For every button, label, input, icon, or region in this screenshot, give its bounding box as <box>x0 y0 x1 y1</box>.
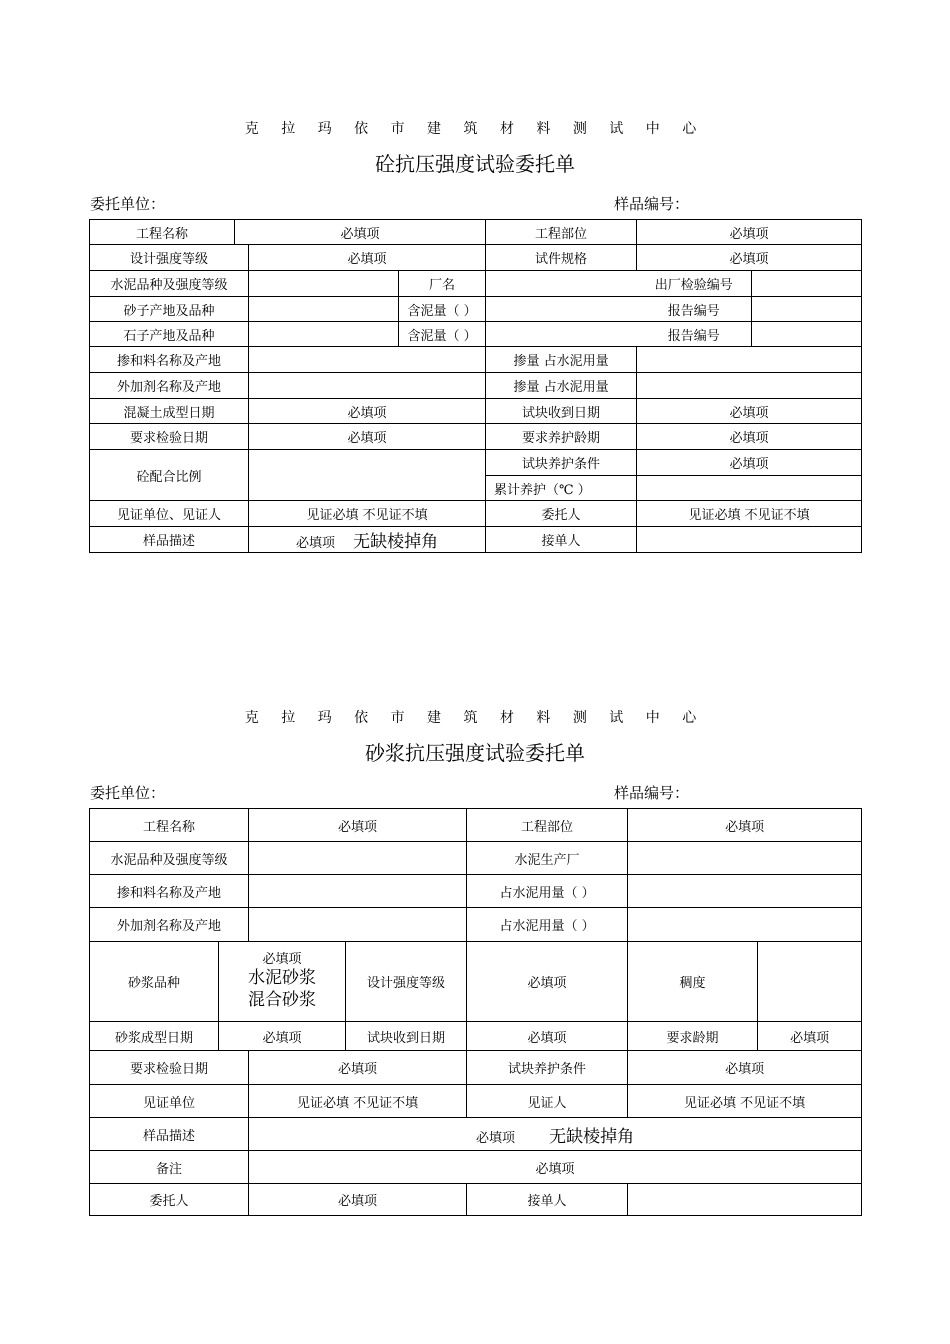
cell-label: 混凝土成型日期 <box>90 399 249 424</box>
cell-value[interactable] <box>637 347 862 373</box>
cell-value[interactable] <box>752 322 862 347</box>
table-row <box>90 1022 862 1051</box>
cell-value[interactable]: 必填项 <box>249 1151 862 1184</box>
cell-value[interactable]: 必填项 <box>637 450 862 476</box>
cell-value[interactable] <box>249 271 399 297</box>
form2-title: 砂浆抗压强度试验委托单 <box>365 741 585 765</box>
cell-label: 见证单位、见证人 <box>90 501 249 527</box>
cell-value[interactable] <box>628 875 862 908</box>
table-row <box>90 347 862 373</box>
cell-label: 要求检验日期 <box>90 424 249 450</box>
cell-value[interactable] <box>758 942 862 1022</box>
cell-label: 试块收到日期 <box>346 1022 467 1051</box>
cell-value[interactable]: 必填项 <box>235 220 486 245</box>
cell-value[interactable]: 必填项 <box>249 424 486 450</box>
cell-value[interactable]: 必填项 <box>637 399 862 424</box>
cell-label: 试块养护条件 <box>467 1051 628 1085</box>
cell-value[interactable] <box>249 842 467 875</box>
org-name: 克 拉 玛 依 市 建 筑 材 料 测 试 中 心 <box>244 121 706 137</box>
option-mixed-mortar[interactable]: 混合砂浆 <box>248 989 316 1010</box>
cell-label: 出厂检验编号 <box>637 271 752 297</box>
form1-table <box>89 219 862 553</box>
cell-label: 接单人 <box>467 1184 628 1216</box>
cell-label: 含泥量（ ） <box>399 297 486 322</box>
cell-value[interactable]: 必填项 <box>219 1022 346 1051</box>
table-row <box>90 220 862 245</box>
cell-value[interactable] <box>249 908 467 942</box>
cell-label: 委托人 <box>90 1184 249 1216</box>
cell-label: 水泥品种及强度等级 <box>90 271 249 297</box>
cell-label: 砂子产地及品种 <box>90 297 249 322</box>
cell-label: 委托人 <box>486 501 637 527</box>
table-row <box>90 1118 862 1151</box>
cell-label: 试块收到日期 <box>486 399 637 424</box>
sample-description: 无缺棱掉角 <box>549 1126 635 1147</box>
table-row <box>90 942 862 1022</box>
cell-label: 报告编号 <box>637 297 752 322</box>
table-row <box>90 297 862 322</box>
cell-value[interactable]: 必填项 <box>249 1184 467 1216</box>
cell-value[interactable] <box>628 908 862 942</box>
cell-value[interactable] <box>486 271 637 297</box>
cell-label: 工程部位 <box>486 220 637 245</box>
table-row <box>90 271 862 297</box>
cell-label: 掺和料名称及产地 <box>90 875 249 908</box>
cell-label: 设计强度等级 <box>90 245 249 271</box>
cell-label: 砂浆成型日期 <box>90 1022 219 1051</box>
cell-label: 要求养护龄期 <box>486 424 637 450</box>
cell-value[interactable] <box>249 297 399 322</box>
form1-sample-no-label: 样品编号： <box>614 195 690 213</box>
cell-value[interactable]: 必填项 <box>758 1022 862 1051</box>
cell-label: 占水泥用量（ ） <box>467 875 628 908</box>
table-row <box>90 501 862 527</box>
table-row <box>90 399 862 424</box>
cell-value[interactable]: 见证必填 不见证不填 <box>628 1085 862 1118</box>
table-row <box>90 373 862 399</box>
cell-value[interactable] <box>752 271 862 297</box>
cell-label: 要求检验日期 <box>90 1051 249 1085</box>
org-name: 克 拉 玛 依 市 建 筑 材 料 测 试 中 心 <box>244 710 706 726</box>
cell-label: 外加剂名称及产地 <box>90 373 249 399</box>
cell-value[interactable]: 必填项 <box>467 942 628 1022</box>
table-row <box>90 1085 862 1118</box>
table-row <box>90 322 862 347</box>
cell-label: 见证人 <box>467 1085 628 1118</box>
cell-label: 掺量 占水泥用量 <box>486 347 637 373</box>
cell-value[interactable] <box>249 322 399 347</box>
cell-value[interactable] <box>486 297 637 322</box>
cell-value[interactable] <box>249 373 486 399</box>
cell-value[interactable] <box>752 297 862 322</box>
cell-label: 设计强度等级 <box>346 942 467 1022</box>
cell-label: 掺量 占水泥用量 <box>486 373 637 399</box>
cell-value[interactable]: 见证必填 不见证不填 <box>249 501 486 527</box>
cell-value[interactable] <box>249 1118 862 1151</box>
cell-value[interactable]: 必填项 <box>628 1051 862 1085</box>
cell-value[interactable]: 必填项 <box>628 809 862 842</box>
cell-value[interactable]: 见证必填 不见证不填 <box>249 1085 467 1118</box>
cell-value[interactable]: 见证必填 不见证不填 <box>637 501 862 527</box>
cell-label: 工程名称 <box>90 809 249 842</box>
cell-value[interactable] <box>249 347 486 373</box>
table-row <box>90 450 862 476</box>
cell-label: 砂浆品种 <box>90 942 219 1022</box>
cell-value[interactable] <box>628 1184 862 1216</box>
cell-value[interactable]: 必填项 <box>249 1051 467 1085</box>
required-text: 必填项 <box>262 952 302 968</box>
cell-label: 要求龄期 <box>628 1022 758 1051</box>
cell-label: 掺和料名称及产地 <box>90 347 249 373</box>
cell-value[interactable]: 必填项 <box>637 245 862 271</box>
cell-label: 样品描述 <box>90 527 249 553</box>
cell-value[interactable] <box>628 842 862 875</box>
form1-title: 砼抗压强度试验委托单 <box>375 152 575 176</box>
cell-label: 见证单位 <box>90 1085 249 1118</box>
cell-label: 厂名 <box>399 271 486 297</box>
cell-value[interactable]: 必填项 <box>637 220 862 245</box>
cell-value[interactable]: 必填项 <box>249 399 486 424</box>
sample-description: 无缺棱掉角 <box>353 532 439 552</box>
cell-value[interactable]: 必填项 <box>249 245 486 271</box>
cell-label: 接单人 <box>486 527 637 553</box>
cell-label: 工程名称 <box>90 220 235 245</box>
table-row <box>90 875 862 908</box>
table-row <box>90 245 862 271</box>
cell-label: 稠度 <box>628 942 758 1022</box>
table-row <box>90 908 862 942</box>
required-text: 必填项 <box>475 1130 515 1146</box>
table-row <box>90 527 862 553</box>
cell-label: 水泥品种及强度等级 <box>90 842 249 875</box>
table-row <box>90 1051 862 1085</box>
cell-value[interactable] <box>486 322 637 347</box>
table-row <box>90 1151 862 1184</box>
cell-value[interactable] <box>637 476 862 501</box>
cell-label: 砼配合比例 <box>90 450 249 501</box>
cell-label: 石子产地及品种 <box>90 322 249 347</box>
cell-label: 占水泥用量（ ） <box>467 908 628 942</box>
cell-label: 备注 <box>90 1151 249 1184</box>
cell-label: 含泥量（ ） <box>399 322 486 347</box>
cell-value[interactable]: 必填项 <box>467 1022 628 1051</box>
cell-label: 工程部位 <box>467 809 628 842</box>
cell-value[interactable]: 必填项 <box>637 424 862 450</box>
mortar-type-cell[interactable] <box>219 942 346 1022</box>
option-cement-mortar[interactable]: 水泥砂浆 <box>248 968 316 989</box>
cell-label: 水泥生产厂 <box>467 842 628 875</box>
table-row <box>90 809 862 842</box>
cell-value[interactable] <box>249 527 486 553</box>
table-row <box>90 1184 862 1216</box>
table-row <box>90 424 862 450</box>
cell-value[interactable] <box>249 875 467 908</box>
form1-client-label: 委托单位： <box>90 195 166 213</box>
form2-client-label: 委托单位： <box>90 784 166 802</box>
cell-label: 累计养护（℃ ） <box>486 476 637 501</box>
table-row <box>90 842 862 875</box>
form2-sample-no-label: 样品编号： <box>614 784 690 802</box>
required-text: 必填项 <box>295 536 335 551</box>
cell-label: 样品描述 <box>90 1118 249 1151</box>
cell-value[interactable]: 必填项 <box>249 809 467 842</box>
cell-value[interactable] <box>637 373 862 399</box>
cell-label: 试件规格 <box>486 245 637 271</box>
cell-value[interactable] <box>249 450 486 501</box>
cell-label: 外加剂名称及产地 <box>90 908 249 942</box>
cell-label: 报告编号 <box>637 322 752 347</box>
cell-value[interactable] <box>637 527 862 553</box>
cell-label: 试块养护条件 <box>486 450 637 476</box>
form2-table <box>89 808 862 1216</box>
